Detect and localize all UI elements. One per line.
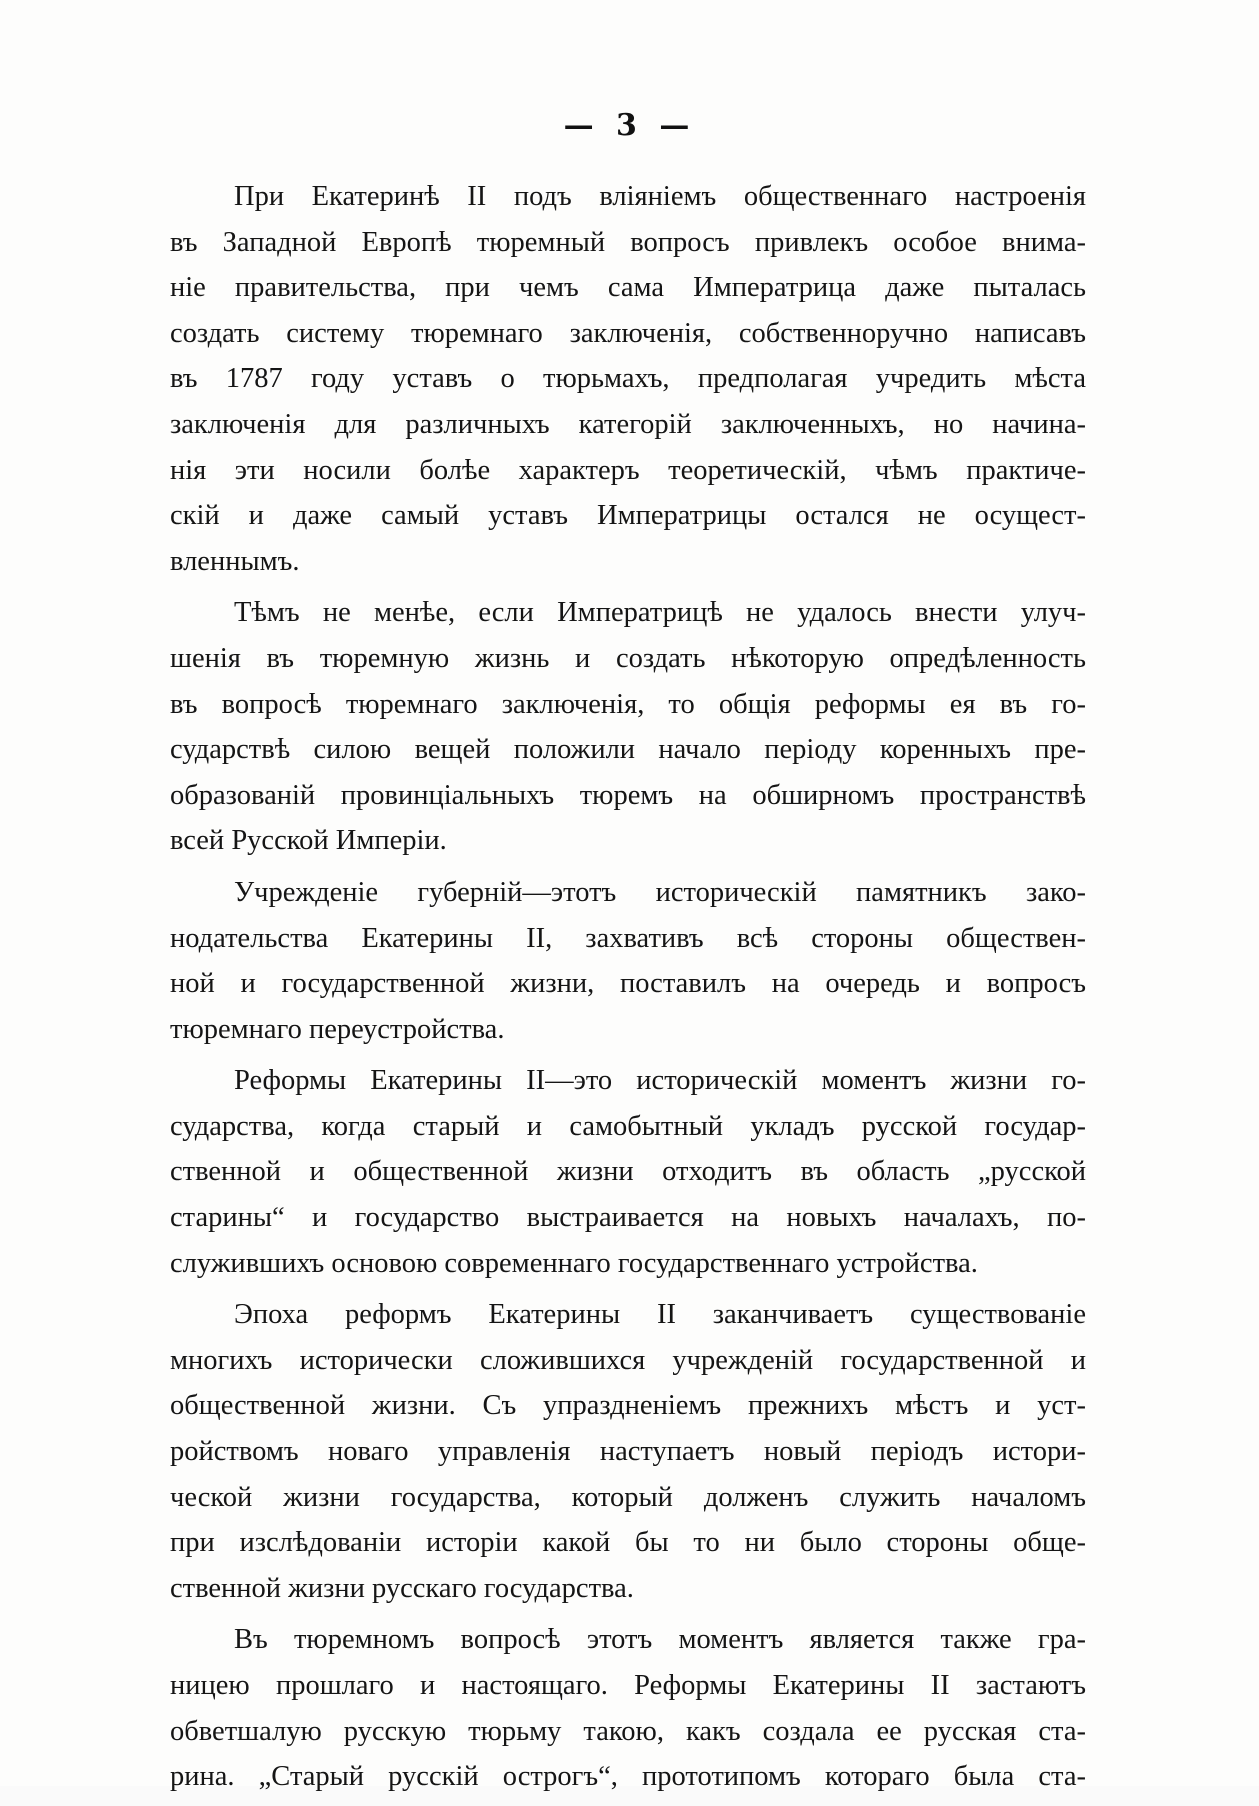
text-line: нія эти носили болѣе характеръ теоретическій, чѣмъ практиче- <box>170 454 1086 486</box>
paragraph <box>170 1058 1086 1286</box>
text-line: рина. „Старый русскій острогъ“, прототипомъ котораго была ста- <box>170 1761 1086 1793</box>
paragraph <box>170 870 1086 1052</box>
text-line: заключенія для различныхъ категорій заключенныхъ, но начина- <box>170 408 1086 440</box>
text-line: ройствомъ новаго управленія наступаетъ новый періодъ истори- <box>170 1436 1086 1468</box>
text-line: тюремнаго переустройства. <box>170 1013 505 1045</box>
text-line: сударства, когда старый и самобытный укладъ русской государ- <box>170 1110 1086 1142</box>
text-line: При Екатеринѣ II подъ вліяніемъ общественнаго настроенія <box>234 181 1086 212</box>
text-line: вленнымъ. <box>170 545 300 577</box>
text-line: служившихъ основою современнаго государственнаго устройства. <box>170 1247 978 1279</box>
text-line: обветшалую русскую тюрьму такою, какъ создала ее русская ста- <box>170 1715 1086 1747</box>
body-text <box>170 174 1086 1806</box>
paragraph <box>170 1617 1086 1799</box>
text-line: въ 1787 году уставъ о тюрьмахъ, предполагая учредить мѣста <box>170 363 1086 395</box>
text-line: ніе правительства, при чемъ сама Императрица даже пыталась <box>170 272 1086 304</box>
text-line: общественной жизни. Съ упраздненіемъ прежнихъ мѣстъ и уст- <box>170 1390 1086 1422</box>
text-line: Учрежденіе губерній—этотъ историческій памятникъ зако- <box>234 876 1086 908</box>
text-line: ственной жизни русскаго государства. <box>170 1572 634 1604</box>
text-line: Реформы Екатерины II—это историческій моментъ жизни го- <box>234 1065 1086 1097</box>
text-line: образованій провинціальныхъ тюремъ на обширномъ пространствѣ <box>170 779 1086 811</box>
text-line: скій и даже самый уставъ Императрицы остался не осущест- <box>170 500 1086 532</box>
paragraph <box>170 1292 1086 1611</box>
text-line: при изслѣдованіи исторіи какой бы то ни было стороны обще- <box>170 1527 1086 1559</box>
text-line: всей Русской Имперіи. <box>170 825 447 857</box>
text-line: старины“ и государство выстраивается на новыхъ началахъ, по- <box>170 1202 1086 1234</box>
text-line: въ Западной Европѣ тюремный вопросъ привлекъ особое внима- <box>170 226 1086 258</box>
text-line: Эпоха реформъ Екатерины II заканчиваетъ существованіе <box>234 1299 1086 1331</box>
text-line: ницею прошлаго и настоящаго. Реформы Екатерины II застаютъ <box>170 1670 1086 1701</box>
text-line: нодательства Екатерины II, захвативъ всѣ стороны обществен- <box>170 922 1086 954</box>
text-line: сударствѣ силою вещей положили начало періоду коренныхъ пре- <box>170 734 1086 766</box>
text-line: ственной и общественной жизни отходитъ въ область „русской <box>170 1156 1086 1188</box>
text-line: многихъ исторически сложившихся учрежденій государственной и <box>170 1344 1086 1376</box>
paragraph <box>170 174 1086 584</box>
text-line: въ вопросѣ тюремнаго заключенія, то общія реформы ея въ го- <box>170 688 1086 720</box>
paragraph <box>170 590 1086 864</box>
text-line: ческой жизни государства, который долженъ служить началомъ <box>170 1481 1086 1513</box>
text-line: ной и государственной жизни, поставилъ на очередь и вопросъ <box>170 968 1086 1000</box>
text-line: создать систему тюремнаго заключенія, собственноручно написавъ <box>170 317 1086 349</box>
page-number: — 3 — <box>563 108 696 143</box>
text-line: шенія въ тюремную жизнь и создать нѣкоторую опредѣленность <box>170 642 1086 674</box>
text-line: Въ тюремномъ вопросѣ этотъ моментъ является также гра- <box>234 1624 1086 1656</box>
text-line: Тѣмъ не менѣе, если Императрицѣ не удалось внести улуч- <box>234 597 1086 629</box>
